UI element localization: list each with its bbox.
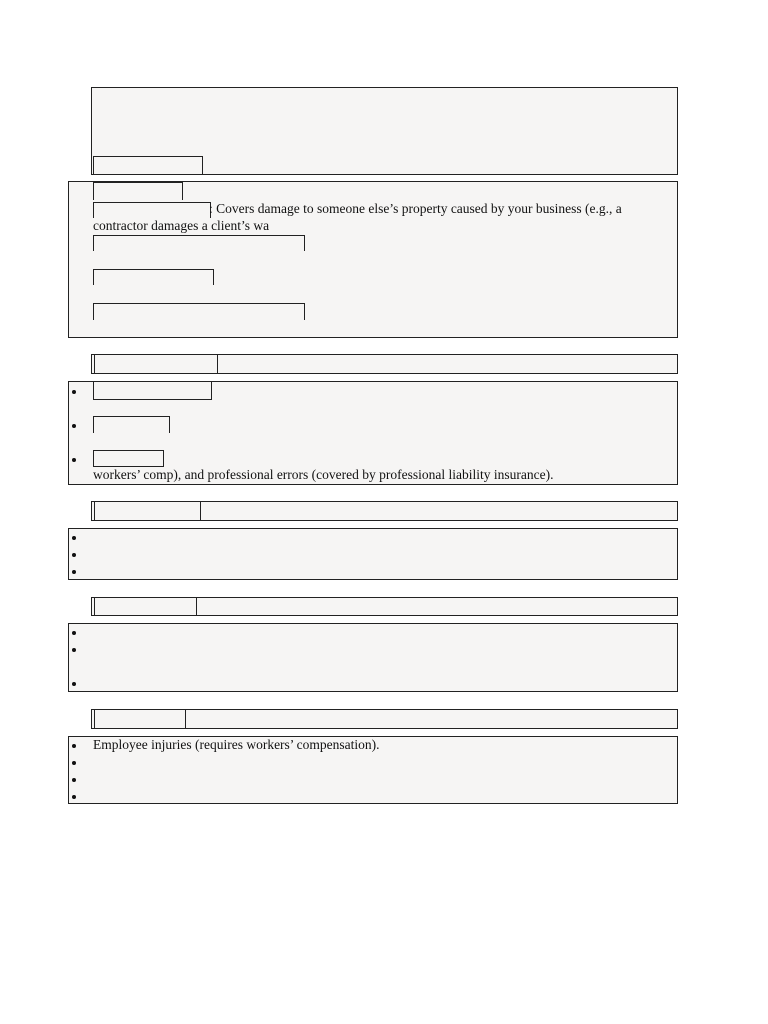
redacted-field [93,303,305,320]
section-4-box [68,623,678,692]
section-header [91,501,678,521]
section-header [91,354,678,374]
bullet [72,648,76,652]
list-item-text: workers’ comp), and professional errors (covered by professional liability insurance). [93,467,554,482]
redacted-field [93,156,203,175]
section-header [91,597,678,616]
list-item-text: Employee injuries (requires workers’ compensation). [93,737,380,752]
redacted-field [93,416,170,433]
section-header-tab [94,598,197,615]
bullet [72,424,76,428]
bullet [72,631,76,635]
redacted-field [93,269,214,285]
bullet [72,458,76,462]
bullet [72,536,76,540]
bullet [72,744,76,748]
section-header-tab [94,502,201,520]
bullet [72,570,76,574]
section-3-box [68,528,678,580]
redacted-field [93,382,212,400]
bullet [72,761,76,765]
redacted-field [93,450,164,467]
section-2-box [68,381,678,485]
intro-box [91,87,678,175]
section-header [91,709,678,729]
bullet [72,553,76,557]
section-header-tab [94,355,218,373]
bullet [72,682,76,686]
redacted-field [93,202,211,218]
bullet [72,795,76,799]
property-damage-text-cont: contractor damages a client’s wa [93,218,270,233]
bullet [72,778,76,782]
redacted-field [93,182,183,200]
redacted-field [93,235,305,251]
property-damage-text: : Covers damage to someone else’s property caused by your business (e.g., a [209,201,622,216]
section-5-box [68,736,678,804]
bullet [72,390,76,394]
liability-box [68,181,678,338]
section-header-tab [94,710,186,728]
